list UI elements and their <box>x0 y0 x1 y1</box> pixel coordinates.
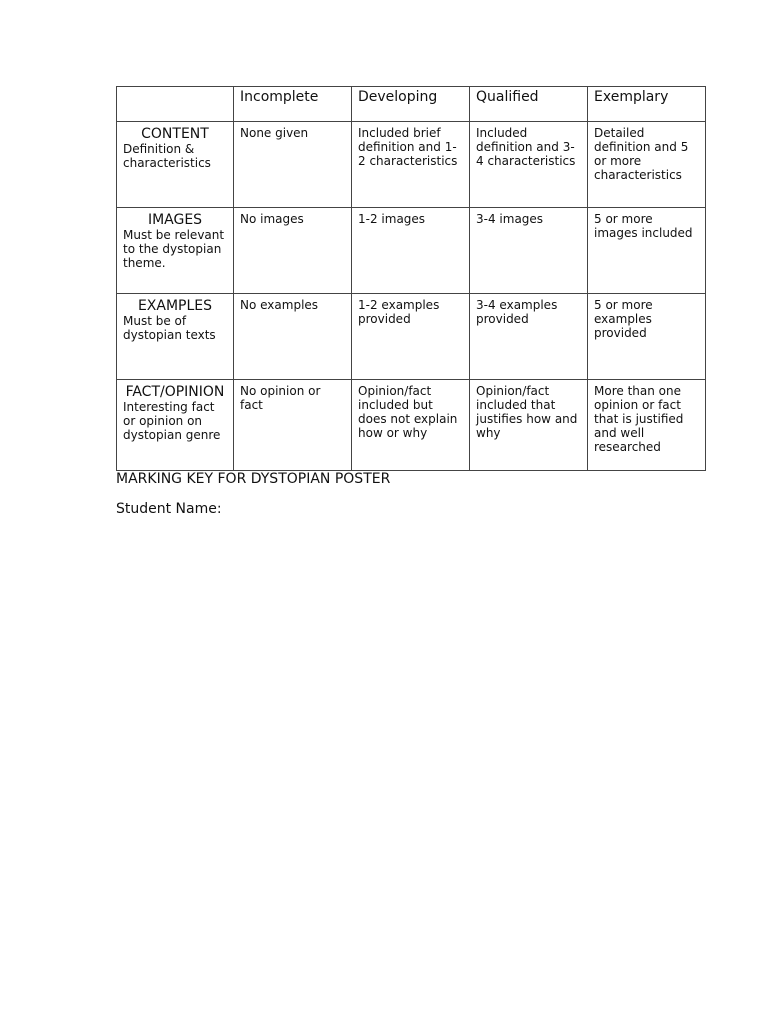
rubric-cell-text: 3-4 examples provided <box>476 298 558 326</box>
criterion-cell <box>117 208 234 294</box>
rubric-cell <box>588 294 706 380</box>
criterion-cell <box>117 380 234 471</box>
rubric-cell <box>470 380 588 471</box>
header-exemplary <box>588 87 706 122</box>
rubric-cell-text: Detailed definition and 5 or more characteristics <box>594 126 689 182</box>
header-developing <box>352 87 470 122</box>
rubric-cell <box>234 208 352 294</box>
student-name-label: Student Name: <box>116 501 222 517</box>
header-label: Qualified <box>476 89 539 105</box>
rubric-row-images <box>117 208 706 294</box>
rubric-cell-text: 5 or more images included <box>594 212 693 240</box>
rubric-row-content <box>117 122 706 208</box>
rubric-cell-text: None given <box>240 126 309 140</box>
criterion-title: FACT/OPINION <box>125 384 225 400</box>
rubric-row-fact-opinion <box>117 380 706 471</box>
header-qualified <box>470 87 588 122</box>
rubric-caption: MARKING KEY FOR DYSTOPIAN POSTER <box>116 471 391 487</box>
rubric-cell <box>234 294 352 380</box>
criterion-title: IMAGES <box>147 212 203 228</box>
rubric-cell-text: 1-2 examples provided <box>358 298 440 326</box>
rubric-cell <box>588 380 706 471</box>
rubric-cell <box>234 122 352 208</box>
rubric-cell-text: Included definition and 3-4 characteristics <box>476 126 576 168</box>
criterion-cell <box>117 294 234 380</box>
rubric-cell <box>352 294 470 380</box>
criterion-title: EXAMPLES <box>137 298 213 314</box>
rubric-cell <box>470 122 588 208</box>
rubric-cell-text: No examples <box>240 298 319 312</box>
rubric-cell-text: Opinion/fact included that justifies how and why <box>476 384 578 440</box>
rubric-cell <box>588 122 706 208</box>
rubric-cell-text: Opinion/fact included but does not explain how or why <box>358 384 458 440</box>
criterion-description: Must be relevant to the dystopian theme. <box>123 228 225 270</box>
rubric-row-examples <box>117 294 706 380</box>
rubric-cell-text: Included brief definition and 1-2 characteristics <box>358 126 458 168</box>
rubric-cell <box>352 122 470 208</box>
rubric-cell-text: 5 or more examples provided <box>594 298 653 340</box>
criterion-description: Definition & characteristics <box>123 142 211 170</box>
rubric-cell-text: 1-2 images <box>358 212 426 226</box>
header-blank-cell <box>117 87 234 122</box>
criterion-description: Must be of dystopian texts <box>123 314 216 342</box>
header-incomplete <box>234 87 352 122</box>
rubric-cell <box>470 208 588 294</box>
criterion-description: Interesting fact or opinion on dystopian genre <box>123 400 221 442</box>
rubric-cell <box>352 380 470 471</box>
header-label: Developing <box>358 89 438 105</box>
criterion-title: CONTENT <box>141 126 209 142</box>
header-label: Exemplary <box>594 89 669 105</box>
rubric-cell <box>234 380 352 471</box>
rubric-cell-text: More than one opinion or fact that is justified and well researched <box>594 384 684 454</box>
marking-rubric-table <box>116 86 706 471</box>
rubric-cell <box>352 208 470 294</box>
rubric-cell <box>588 208 706 294</box>
header-label: Incomplete <box>240 89 319 105</box>
rubric-cell-text: 3-4 images <box>476 212 544 226</box>
rubric-cell-text: No opinion or fact <box>240 384 321 412</box>
criterion-cell <box>117 122 234 208</box>
rubric-header-row <box>117 87 706 122</box>
rubric-cell-text: No images <box>240 212 304 226</box>
rubric-cell <box>470 294 588 380</box>
